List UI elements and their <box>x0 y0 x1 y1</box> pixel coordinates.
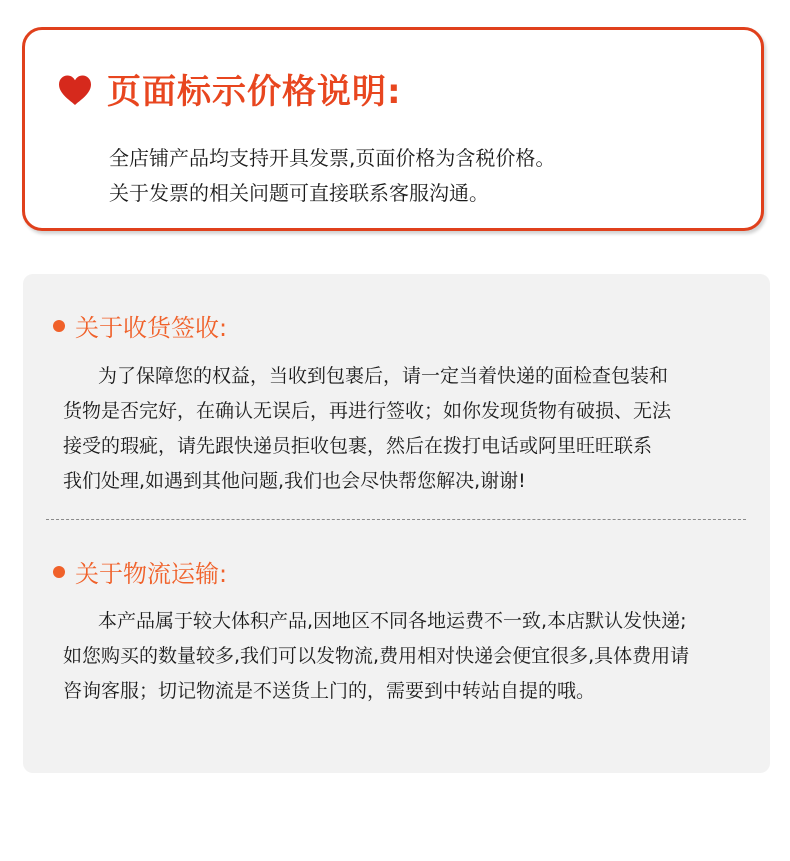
price-notice-title: 页面标示价格说明: <box>107 72 402 112</box>
receipt-paragraph-line: 接受的瑕疵，请先跟快递员拒收包裹，然后在拨打电话或阿里旺旺联系 <box>63 435 653 457</box>
receipt-section-heading <box>53 308 227 343</box>
bullet-dot-icon <box>53 320 65 332</box>
receipt-heading-text: 关于收货签收: <box>75 314 228 342</box>
receipt-paragraph-line: 为了保障您的权益，当收到包裹后，请一定当着快递的面检查包装和 <box>98 365 669 387</box>
logistics-section-heading <box>53 554 227 589</box>
bullet-dot-icon <box>53 566 65 578</box>
price-notice-card <box>22 27 764 231</box>
info-panel <box>23 274 770 773</box>
section-divider <box>46 519 746 520</box>
logistics-heading-text: 关于物流运输: <box>75 560 228 588</box>
receipt-paragraph-line: 我们处理,如遇到其他问题,我们也会尽快帮您解决,谢谢! <box>63 470 526 492</box>
logistics-paragraph-line: 本产品属于较大体积产品,因地区不同各地运费不一致,本店默认发快递; <box>98 610 687 632</box>
logistics-paragraph-line: 如您购买的数量较多,我们可以发物流,费用相对快递会便宜很多,具体费用请 <box>63 645 690 667</box>
price-notice-line: 关于发票的相关问题可直接联系客服沟通。 <box>109 181 489 205</box>
logistics-paragraph-line: 咨询客服；切记物流是不送货上门的，需要到中转站自提的哦。 <box>63 680 596 702</box>
price-notice-line: 全店铺产品均支持开具发票,页面价格为含税价格。 <box>109 146 556 170</box>
heart-icon <box>57 74 93 106</box>
receipt-paragraph-line: 货物是否完好，在确认无误后，再进行签收；如你发现货物有破损、无法 <box>63 400 672 422</box>
